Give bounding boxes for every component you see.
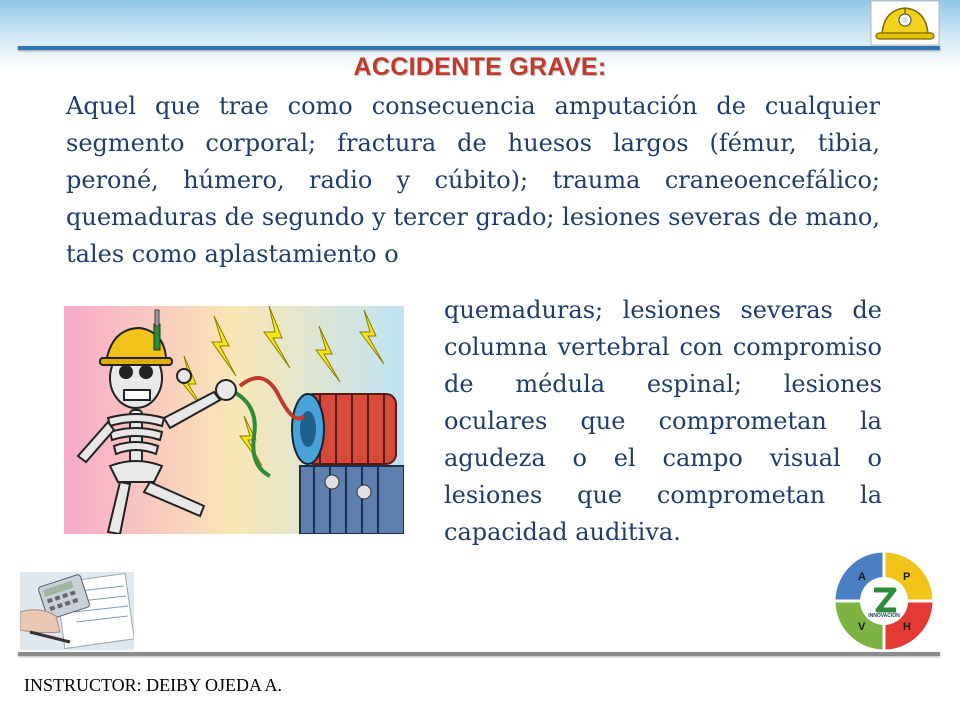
calculator-documents-thumbnail (20, 572, 134, 650)
instructor-credit: INSTRUCTOR: DEIBY OJEDA A. (24, 675, 283, 695)
apvh-quadrant-h: H (903, 621, 911, 633)
footer-rule (18, 652, 940, 656)
definition-paragraph-1: Aquel que trae como consecuencia amputación de cualquier segmento corporal; fractura de huesos largos (fémur, tibia, peroné, húmero, radio y cúbito); trauma craneoencefálico; quemaduras de segundo y tercer grado; lesiones severas de mano, tales como aplastamiento o (66, 92, 880, 268)
apvh-cycle-logo (828, 546, 940, 656)
hard-hat-icon (870, 0, 940, 46)
apvh-center-label: INNOVACION (868, 613, 900, 619)
apvh-quadrant-a: A (858, 571, 866, 583)
header-rule (18, 46, 940, 50)
definition-paragraph-2: quemaduras; lesiones severas de columna vertebral con compromiso de médula espinal; lesiones oculares que comprometan la agudeza o el campo visual o lesiones que comprometan la capacidad auditiva. (444, 296, 882, 546)
apvh-quadrant-p: P (903, 571, 911, 583)
slide-title: ACCIDENTE GRAVE: (353, 53, 607, 81)
apvh-quadrant-v: V (858, 621, 866, 633)
electrocution-illustration (64, 306, 404, 534)
